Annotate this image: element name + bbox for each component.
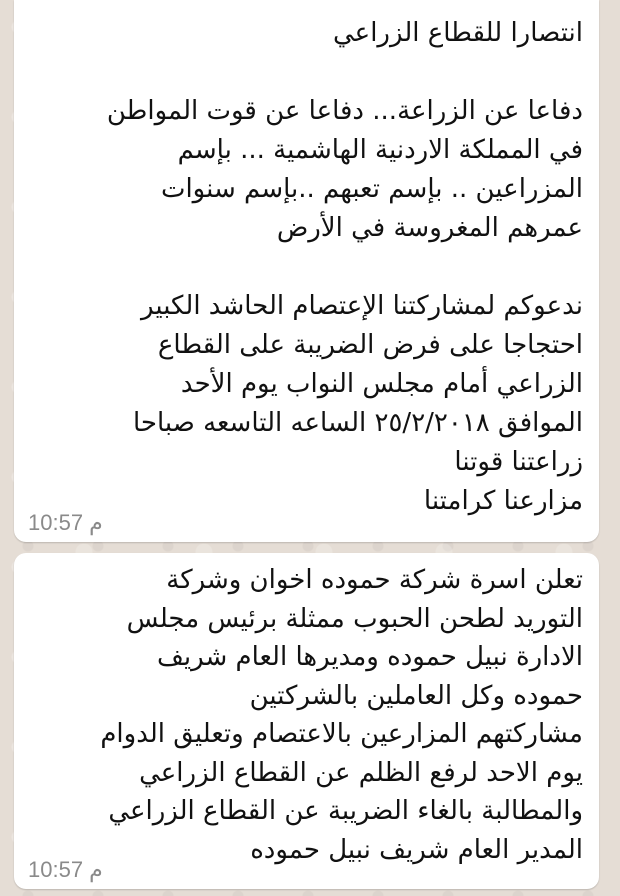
message-line: مزارعنا كرامتنا	[423, 486, 583, 516]
message-bubble[interactable]	[14, 553, 599, 889]
message-timestamp: 10:57 م	[28, 510, 103, 535]
message-line: احتجاجا على فرض الضريبة على القطاع	[157, 330, 583, 360]
message-line: دفاعا عن الزراعة... دفاعا عن قوت المواطن	[106, 96, 583, 126]
message-line: ندعوكم لمشاركتنا الإعتصام الحاشد الكبير	[141, 291, 583, 321]
message-timestamp: 10:57 م	[28, 857, 103, 882]
message-line: المدير العام شريف نبيل حموده	[250, 834, 583, 865]
message-line: في المملكة الاردنية الهاشمية ... بإسم	[177, 135, 583, 165]
message-line: الموافق ٢٥/٢/٢٠١٨ الساعه التاسعه صباحا	[132, 408, 583, 438]
message-bubble[interactable]	[14, 0, 599, 542]
message-line: المزراعين .. بإسم تعبهم ..بإسم سنوات	[160, 174, 583, 204]
message-line: الادارة نبيل حموده ومديرها العام شريف	[156, 642, 583, 672]
message-line: والمطالبة بالغاء الضريبة عن القطاع الزراعي	[108, 796, 583, 826]
message-line: مشاركتهم المزارعين بالاعتصام وتعليق الدوام	[100, 719, 583, 749]
message-line: عمرهم المغروسة في الأرض	[276, 213, 583, 243]
message-line: حموده وكل العاملين بالشركتين	[249, 680, 583, 711]
message-text	[34, 561, 583, 869]
message-line: الزراعي أمام مجلس النواب يوم الأحد	[180, 369, 583, 399]
message-line: تعلن اسرة شركة حموده اخوان وشركة	[166, 565, 583, 595]
blank-line	[34, 248, 583, 287]
message-line: زراعتنا قوتنا	[454, 447, 583, 477]
message-line: يوم الاحد لرفع الظلم عن القطاع الزراعي	[139, 757, 583, 788]
message-line: التوريد لطحن الحبوب ممثلة برئيس مجلس	[126, 603, 583, 634]
blank-line	[34, 53, 583, 92]
message-text	[34, 14, 583, 521]
message-line: انتصارا للقطاع الزراعي	[333, 18, 583, 48]
